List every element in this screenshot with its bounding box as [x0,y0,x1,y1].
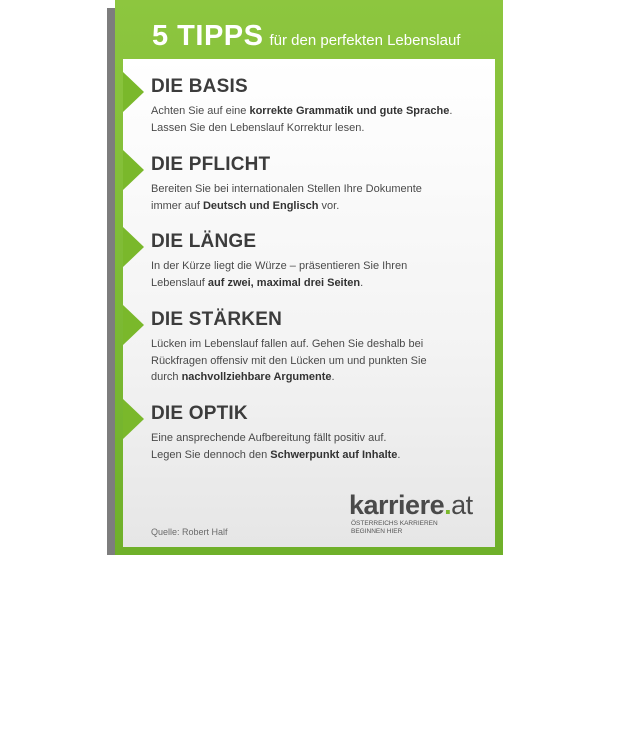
tip-text-part: vor. [318,199,340,212]
logo-tld: at [451,490,473,520]
tip-text [151,258,491,291]
tip-text-part: Lücken im Lebenslauf fallen auf. Gehen Sie deshalb bei [151,338,424,350]
arrow-bullet-icon [123,72,144,112]
tip-text-part: durch [151,371,182,383]
tip-text [151,430,491,463]
tip-heading: DIE PFLICHT [151,154,271,175]
card-shadow [107,8,115,555]
tip-text-part: Lebenslauf [151,276,208,289]
tip-text-part: Eine ansprechende Aufbereitung fällt positiv auf. [151,432,387,444]
tip-text-bold: nachvollziehbare Argumente [181,371,332,383]
tip-text-part: In der Kürze liegt die Würze – präsentieren Sie Ihren [151,260,408,272]
tip-heading: DIE OPTIK [151,403,248,424]
tips-panel [123,59,495,547]
tip-text [151,103,491,136]
logo-main: karriere [349,490,445,520]
logo-tagline-2: BEGINNEN HIER [351,527,403,535]
tip-text-part: Achten Sie auf eine [151,105,250,117]
logo-tagline-1: ÖSTERREICHS KARRIEREN [351,520,438,527]
tip-text-part: Lassen Sie den Lebenslauf Korrektur lesen. [151,121,365,134]
karriere-logo [349,490,489,535]
tip-text-bold: auf zwei, maximal drei Seiten [207,276,361,289]
tip-text-part: . [360,276,364,289]
logo-wordmark [349,490,489,520]
infographic-title [152,20,460,53]
tip-text [151,336,491,386]
tip-text-part: . [397,448,401,461]
tip-text-part: Rückfragen offensiv mit den Lücken um und punkten Sie [151,354,427,367]
source-note: Quelle: Robert Half [151,527,228,537]
tip-text-bold: korrekte Grammatik und gute Sprache [249,105,450,117]
tip-text-bold: Deutsch und Englisch [202,199,319,212]
title-main: 5 TIPPS [152,20,264,52]
tip-text-part: immer auf [151,199,203,212]
tip-text-bold: Schwerpunkt auf Inhalte [270,448,398,461]
tip-heading: DIE STÄRKEN [151,309,282,330]
tip-text-part: . [449,105,453,117]
infographic-card [115,0,503,555]
tip-text [151,181,491,214]
arrow-bullet-icon [123,399,144,439]
tip-text-part: . [331,371,335,383]
tip-text-part: Bereiten Sie bei internationalen Stellen Ihre Dokumente [151,183,422,195]
title-subtitle: für den perfekten Lebenslauf [269,32,461,49]
arrow-bullet-icon [123,150,144,190]
tip-heading: DIE LÄNGE [151,231,257,252]
logo-dot: . [444,490,452,520]
tip-text-part: Legen Sie dennoch den [151,448,271,461]
tip-heading: DIE BASIS [151,76,248,97]
arrow-bullet-icon [123,305,144,345]
arrow-bullet-icon [123,227,144,267]
